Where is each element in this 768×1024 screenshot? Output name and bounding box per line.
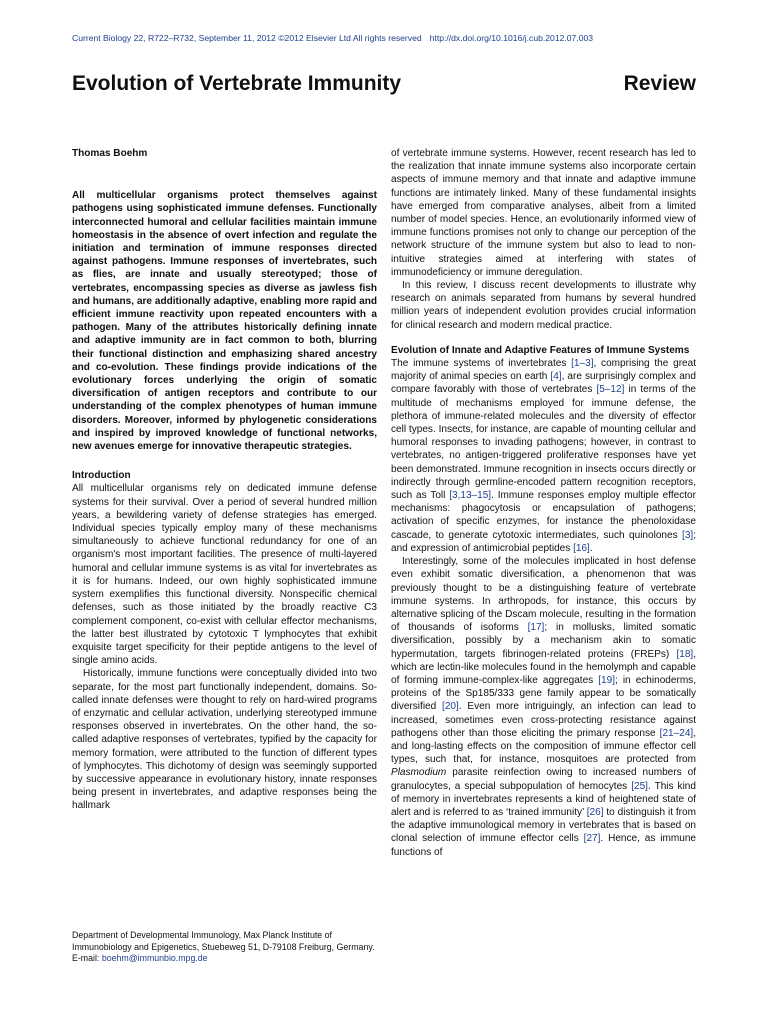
text-run: . Immune responses employ multiple effector mechanisms: phagocytosis or encapsulation of pathogens; activation of specific enzymes, for instance the phenoloxidase cascade, to generate cytotoxic intermediates, such quinolones xyxy=(391,490,696,541)
section-label: Review xyxy=(623,72,696,95)
text-run: ; and expression of antimicrobial peptides xyxy=(391,529,696,554)
text-run: ; in mollusks, limited somatic diversification, possibly by a mechanism akin to somatic hypermutation, targets fibrinogen-related proteins (FREPs) xyxy=(391,622,696,660)
left-column xyxy=(72,147,377,813)
citation-line: Current Biology 22, R722–R732, September 11, 2012 ©2012 Elsevier Ltd All rights reserved xyxy=(72,33,422,43)
email-line xyxy=(72,953,377,965)
intro-paragraph-1: All multicellular organisms rely on dedicated immune defense systems for their survival. Over a period of several hundred million years, a bewildering variety of defense strategies has emerged. Individual species typically employ many of these mechanisms simultaneously to achieve functional redundancy for one of an organism's most important facilities. The presence of multi-layered humoral and cellular immune systems is as vital for invertebrates as it is for humans. Indeed, our own highly sophisticated immune system exemplifies this functional diversity. Nonspecific chemical defenses, such as those initiated by the broadly reactive C3 complement component, co-exist with cellular effector mechanisms, the latter best illustrated by cytotoxic T lymphocytes that exhibit exquisite target specificity for their peptide antigens to the level of single amino acids. xyxy=(72,483,377,667)
reference-link[interactable]: [20] xyxy=(442,701,459,713)
text-run: in terms of the multitude of mechanisms employed for immune defense, the plethora of immune-related molecules and the diversity of effector cell types. Insects, for instance, are capable of mounting cellular and humoral responses to invading pathogens; however, in contrast to vertebrates, no antigen-triggered proliferative responses have yet been demonstrated. Immune recognition in insects occurs directly or indirectly through germline-encoded pattern recognition receptors, such as Toll xyxy=(391,384,697,502)
reference-link[interactable]: [16] xyxy=(573,542,590,554)
text-run: Interestingly, some of the molecules implicated in host defense even exhibit somatic diversification, a phenomenon that was previously thought to be a distinguishing feature of vertebrate immune systems. In arthropods, for instance, this occurs by alternative splicing of the Dscam molecule, resulting in the formation of thousands of isoforms xyxy=(391,556,696,634)
reference-link[interactable]: [18] xyxy=(676,648,694,660)
section2-paragraph-1 xyxy=(391,357,696,555)
reference-link[interactable]: [27] xyxy=(583,833,601,845)
section2-heading: Evolution of Innate and Adaptive Features of Immune Systems xyxy=(391,344,690,356)
doi-link[interactable]: http://dx.doi.org/10.1016/j.cub.2012.07.003 xyxy=(429,33,594,43)
text-run: to distinguish it from the adaptive immunological memory in vertebrates that is based on clonal selection of immune effector cells xyxy=(391,806,696,845)
article-title: Evolution of Vertebrate Immunity xyxy=(72,72,402,95)
text-run: , and long-lasting effects on the composition of immune effector cell types, such that, for instance, mosquitoes are protected from xyxy=(391,727,696,766)
text-run: . Hence, as immune functions of xyxy=(391,833,696,858)
text-run: , comprising the great majority of animal species on earth xyxy=(391,358,697,383)
author-name: Thomas Boehm xyxy=(72,148,148,159)
journal-header xyxy=(72,33,712,43)
text-run: . xyxy=(589,542,593,554)
title-row xyxy=(72,72,696,96)
reference-link[interactable]: [3] xyxy=(682,529,694,541)
email-label: E-mail: xyxy=(72,953,102,964)
section2-paragraph-2 xyxy=(391,555,696,859)
abstract: All multicellular organisms protect themselves against pathogens using sophisticated immune defenses. Functionally interconnected humoral and cellular facilities maintain immune homeostasis in the absence of overt infection and regulate the initiation and termination of immune responses directed against pathogens. Immune responses of invertebrates, such as flies, are innate and usually stereotyped; those of vertebrates, encompassing species as diverse as jawless fish and humans, are additionally adaptive, enabling more rapid and efficient immune reactivity upon repeated encounters with a pathogen. Many of the attributes historically defining innate and adaptive immunity are in fact common to both, blurring their functional distinction and emphasizing shared ancestry and co-evolution. These findings provide indications of the evolutionary forces underlying the origin of somatic diversification of antigen receptors and contribute to our understanding of the complex phenotypes of human immune disorders. Moreover, informed by phylogenetic considerations and inspired by improved knowledge of functional networks, new avenues emerge for innovative therapeutic strategies. xyxy=(72,190,377,453)
right-paragraph-2: In this review, I discuss recent developments to illustrate why research on animals separated from humans by several hundred million years of independent evolution provides crucial information for clinical research and modern medical practice. xyxy=(391,280,696,331)
affiliation-text: Department of Developmental Immunology, Max Planck Institute of Immunobiology and Epigenetics, Stuebeweg 51, D-79108 Freiburg, Germany. xyxy=(72,930,375,952)
reference-link[interactable]: [3,13–15] xyxy=(449,490,492,502)
intro-paragraph-2: Historically, immune functions were conceptually divided into two separate, for the most part functionally independent, domains. So-called innate defenses were thought to rely on hard-wired programs of enzymatic and cellular activation, underlying stereotyped immune responses observed in invertebrates. On the other hand, the so-called adaptive responses of vertebrates, typified by the capacity for memory formation, were attributed to the function of different types of lymphocytes. This dichotomy of design was seemingly supported by successive appearance in evolutionary history, innate responses being present in invertebrates, and adaptive responses being the hallmark xyxy=(72,668,377,812)
text-run: The immune systems of invertebrates xyxy=(391,358,572,370)
reference-link[interactable]: [21–24] xyxy=(659,727,694,739)
reference-link[interactable]: [26] xyxy=(586,806,604,818)
section-spacer xyxy=(391,332,696,344)
text-run: ; in echinoderms, proteins of the Sp185/333 gene family appear to be somatically diversified xyxy=(391,674,696,713)
reference-link[interactable]: [19] xyxy=(598,674,615,686)
right-paragraph-1: of vertebrate immune systems. However, recent research has led to the realization that innate immune systems also incorporate certain aspects of immune memory and that innate and adaptive immune functions are intimately linked. Many of these fundamental insights have emerged from comparative analyses, albeit from a limited number of model species. Hence, an evolutionarily informed view of immune functions promises not only to change our perception of the network structure of the immune system but also to lead to non-intuitive strategies aimed at interfering with states of immunodeficiency or immune deregulation. xyxy=(391,148,696,278)
text-run: . Even more intriguingly, an infection can lead to increased, sometimes even cross-protecting resistance against pathogens other than those eliciting the primary response xyxy=(391,701,696,739)
introduction-heading: Introduction xyxy=(72,470,131,482)
italic-term: Plasmodium xyxy=(391,767,447,779)
reference-link[interactable]: [5–12] xyxy=(596,384,625,396)
text-run: , which are lectin-like molecules found in the hemolymph and capable of forming immune-complex-like aggregates xyxy=(391,648,696,686)
text-run: parasite reinfection owing to increased numbers of granulocytes, a special subpopulation of hemocytes xyxy=(391,767,696,792)
text-run: , are surprisingly complex and compare favorably with those of vertebrates xyxy=(391,371,696,396)
reference-link[interactable]: [17] xyxy=(527,622,545,634)
reference-link[interactable]: [1–3] xyxy=(571,358,594,370)
reference-link[interactable]: [25] xyxy=(631,780,648,792)
affiliation-block xyxy=(72,930,377,965)
right-column xyxy=(391,147,696,859)
reference-link[interactable]: [4] xyxy=(550,371,562,383)
text-run: . This kind of memory in invertebrates represents a kind of heightened state of alert and is referred to as ‘trained immunity’ xyxy=(391,780,696,818)
email-link[interactable]: boehm@immunbio.mpg.de xyxy=(101,953,208,964)
